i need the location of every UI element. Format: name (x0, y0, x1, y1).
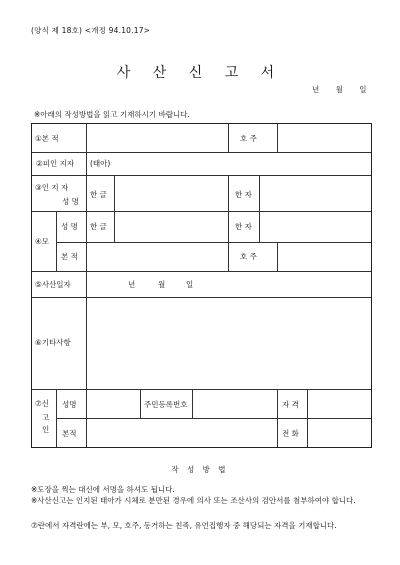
column-divider (114, 175, 115, 211)
footer-note-seal: ※도장을 찍는 대신에 서명을 하셔도 됩니다. (31, 485, 175, 494)
mother-name-label: 성 명 (61, 222, 78, 231)
mother-hanja-label: 한 자 (235, 222, 252, 231)
report-date-line (312, 86, 367, 94)
reporter-domicile-label: 본적 (62, 429, 77, 438)
row-divider (32, 152, 371, 153)
column-divider (86, 389, 87, 447)
stillbirth-month-label: 월 (158, 280, 166, 289)
reporter-label-3: 인 (42, 425, 50, 434)
mother-domicile-label: 본 적 (61, 252, 78, 261)
reporter-qualification-label: 자 격 (282, 400, 299, 409)
column-divider (228, 124, 229, 152)
date-month-label: 월 (335, 85, 343, 94)
column-divider (277, 389, 278, 447)
stillbirth-year-label: 년 (128, 280, 136, 289)
acknowledger-label-top: ③인 지 자 (35, 183, 69, 192)
column-divider (86, 124, 87, 211)
column-divider (277, 124, 278, 152)
column-divider (192, 389, 193, 418)
column-divider (228, 175, 229, 242)
column-divider (140, 389, 141, 418)
document-title: 사 산 신 고 서 (116, 65, 284, 81)
mother-label: ④모 (35, 237, 49, 246)
form-number-header: (양식 제 18호) <개정 94.10.17> (31, 26, 151, 35)
mother-household-head-label: 호 주 (240, 252, 257, 261)
reporter-name-label: 성명 (62, 400, 77, 409)
stillbirth-date-label: ⑤사산일자 (35, 280, 71, 289)
row-divider (56, 418, 371, 419)
reporter-phone-label: 전 화 (282, 429, 299, 438)
reporter-label-2: 고 (42, 413, 50, 422)
column-divider (228, 242, 229, 271)
row-divider (32, 389, 371, 390)
writing-method-title: 작 성 방 법 (171, 465, 229, 474)
reporter-label: ⑦신 (35, 399, 49, 408)
fetus-note: (태아) (90, 159, 111, 168)
column-divider (86, 271, 87, 389)
stillbirth-day-label: 일 (186, 280, 194, 289)
acknowledger-hanja-label: 한 자 (235, 190, 252, 199)
acknowledged-person-label: ②피인 지자 (36, 159, 75, 168)
reporter-id-number-label: 주민등록번호 (144, 400, 188, 409)
row-divider (32, 175, 371, 176)
column-divider (114, 211, 115, 242)
household-head-label: 호 주 (240, 134, 257, 143)
column-divider (307, 389, 308, 447)
column-divider (277, 242, 278, 271)
registered-domicile-label: ①본 적 (35, 134, 59, 143)
column-divider (56, 211, 57, 271)
acknowledger-label-bottom: 성 명 (62, 197, 79, 206)
column-divider (86, 211, 87, 271)
mother-hangul-label: 한 글 (90, 222, 107, 231)
footer-note-qualification: ⑦란에서 자격란에는 부, 모, 호주, 동거하는 친족, 유언집행자 중 해당되는 자격을 기재합니다. (31, 521, 337, 530)
row-divider (32, 297, 371, 298)
instruction-notice: ※아래의 작성방법을 읽고 기재하시기 바랍니다. (34, 110, 190, 119)
row-divider (56, 242, 371, 243)
footer-note-stillbirth: ※사산신고는 인지된 태아가 시체로 분만된 경우에 의사 또는 조산사의 검안서를 첨부하여야 합니다. (31, 496, 356, 505)
column-divider (259, 175, 260, 242)
other-matters-label: ⑥기타사항 (35, 338, 71, 347)
date-day-label: 일 (359, 85, 367, 94)
column-divider (56, 389, 57, 447)
acknowledger-hangul-label: 한 글 (90, 190, 107, 199)
row-divider (32, 271, 371, 272)
row-divider (32, 211, 371, 212)
date-year-label: 년 (312, 85, 320, 94)
stillbirth-report-form (31, 123, 372, 448)
